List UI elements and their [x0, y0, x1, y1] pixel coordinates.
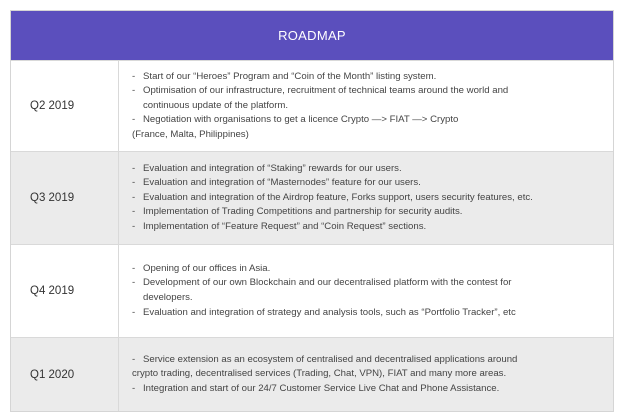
milestone-text: Evaluation and integration of “Staking” rewards for our users.	[143, 162, 402, 174]
milestone-text: Integration and start of our 24/7 Customer Service Live Chat and Phone Assistance.	[143, 382, 500, 394]
period-label: Q4 2019	[11, 245, 119, 337]
milestone-text: Start of our “Heroes” Program and “Coin of the Month” listing system.	[143, 70, 437, 82]
roadmap-header	[11, 11, 613, 60]
milestone-list	[119, 338, 613, 411]
milestone-text: Development of our own Blockchain and our decentralised platform with the contest for	[143, 277, 512, 289]
bullet-dash: -	[132, 191, 136, 203]
bullet-dash: -	[132, 382, 136, 394]
roadmap-title: ROADMAP	[278, 28, 346, 43]
bullet-dash: -	[132, 70, 136, 82]
bullet-dash: -	[132, 206, 136, 218]
period-label: Q1 2020	[11, 338, 119, 411]
roadmap-table	[10, 10, 614, 412]
period-label: Q2 2019	[11, 61, 119, 151]
milestone-text: Opening of our offices in Asia.	[143, 262, 271, 274]
bullet-dash: -	[132, 353, 136, 365]
milestone-text: Evaluation and integration of strategy and analysis tools, such as “Portfolio Tracker”, etc	[143, 306, 516, 318]
milestone-item	[132, 220, 607, 235]
milestone-item	[132, 113, 607, 128]
milestone-item	[132, 70, 607, 85]
milestone-text: Evaluation and integration of “Masternodes” feature for our users.	[143, 177, 421, 189]
milestone-item	[132, 176, 607, 191]
milestone-list	[119, 61, 613, 151]
milestone-continuation: (France, Malta, Philippines)	[132, 128, 249, 140]
milestone-continuation: continuous update of the platform.	[143, 99, 289, 111]
roadmap-row-q4-2019	[11, 244, 613, 337]
bullet-dash: -	[132, 220, 136, 232]
milestone-text: Optimisation of our infrastructure, recruitment of technical teams around the world and	[143, 85, 509, 97]
bullet-dash: -	[132, 306, 136, 318]
milestone-text: Evaluation and integration of the Airdrop feature, Forks support, users security features, etc.	[143, 191, 533, 203]
bullet-dash: -	[132, 262, 136, 274]
milestone-item	[132, 205, 607, 220]
roadmap-row-q1-2020	[11, 337, 613, 411]
milestone-item	[132, 191, 607, 206]
milestone-continuation: crypto trading, decentralised services (Trading, Chat, VPN), FIAT and many more areas.	[132, 368, 507, 380]
bullet-dash: -	[132, 277, 136, 289]
milestone-text: Negotiation with organisations to get a licence Crypto —> FIAT —> Crypto	[143, 114, 459, 126]
bullet-dash: -	[132, 162, 136, 174]
bullet-dash: -	[132, 85, 136, 97]
milestone-list	[119, 245, 613, 337]
milestone-list	[119, 152, 613, 244]
milestone-continuation: developers.	[143, 292, 193, 303]
milestone-item	[132, 306, 607, 321]
milestone-item	[132, 84, 607, 99]
milestone-item	[132, 262, 607, 277]
milestone-item	[132, 162, 607, 177]
bullet-dash: -	[132, 114, 136, 126]
milestone-item	[132, 382, 607, 397]
milestone-text: Implementation of Trading Competitions and partnership for security audits.	[143, 206, 463, 218]
milestone-item	[132, 353, 607, 368]
milestone-item	[132, 276, 607, 291]
milestone-text: Implementation of “Feature Request” and “Coin Request” sections.	[143, 220, 427, 232]
roadmap-row-q2-2019	[11, 60, 613, 151]
bullet-dash: -	[132, 177, 136, 189]
roadmap-row-q3-2019	[11, 151, 613, 244]
period-label: Q3 2019	[11, 152, 119, 244]
milestone-text: Service extension as an ecosystem of centralised and decentralised applications around	[143, 353, 518, 365]
